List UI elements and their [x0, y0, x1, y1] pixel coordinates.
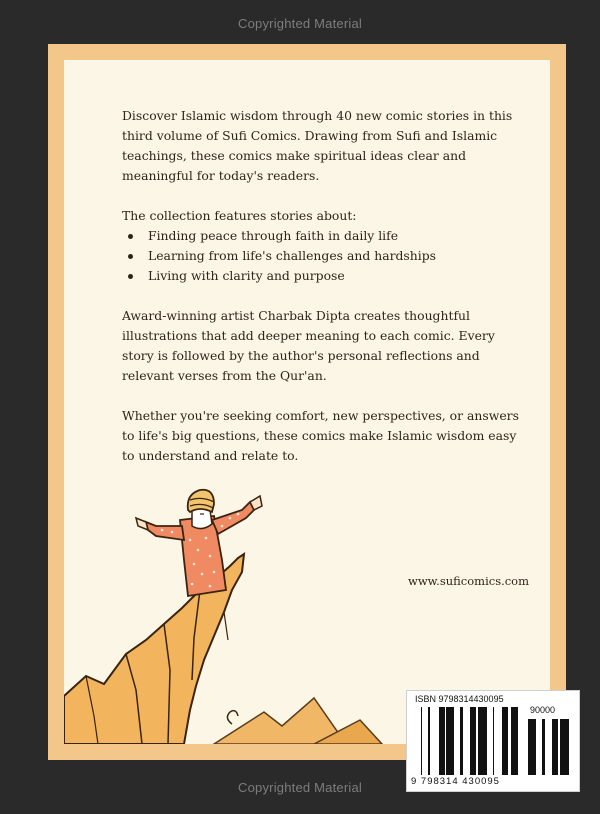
cover-panel — [64, 60, 550, 744]
figure-left-arm — [146, 522, 184, 540]
feature-item: Finding peace through faith in daily life — [148, 226, 522, 246]
blurb-paragraph-2: Award-winning artist Charbak Dipta creates thoughtful illustrations that add deeper meaning to each comic. Every story is followed by the author's personal reflections and relevant verses from the Qur'an. — [122, 308, 495, 383]
price-code: 90000 — [530, 705, 556, 715]
feature-item: Living with clarity and purpose — [148, 266, 522, 286]
website-url: www.suficomics.com — [408, 574, 530, 588]
blurb-paragraph-3: Whether you're seeking comfort, new perspectives, or answers to life's big questions, these comics make Islamic wisdom easy to understand and relate to. — [122, 408, 519, 463]
isbn-digits: 9 798314 430095 — [411, 776, 500, 787]
features-intro: The collection features stories about: — [122, 208, 357, 223]
isbn-barcode — [406, 690, 580, 792]
feature-item: Learning from life's challenges and hardships — [148, 246, 522, 266]
blurb-paragraph-1: Discover Islamic wisdom through 40 new comic stories in this third volume of Sufi Comics. Drawing from Sufi and Islamic teachings, these comics make spiritual ideas clear and meaningful for today's readers. — [122, 108, 513, 183]
blurb — [122, 106, 522, 486]
figure-right-arm — [212, 502, 254, 534]
isbn-label: ISBN 9798314430095 — [415, 694, 504, 704]
book-back-cover — [48, 44, 566, 760]
watermark-bottom: Copyrighted Material — [238, 780, 362, 795]
features-list — [122, 226, 522, 286]
watermark-top: Copyrighted Material — [238, 16, 362, 31]
